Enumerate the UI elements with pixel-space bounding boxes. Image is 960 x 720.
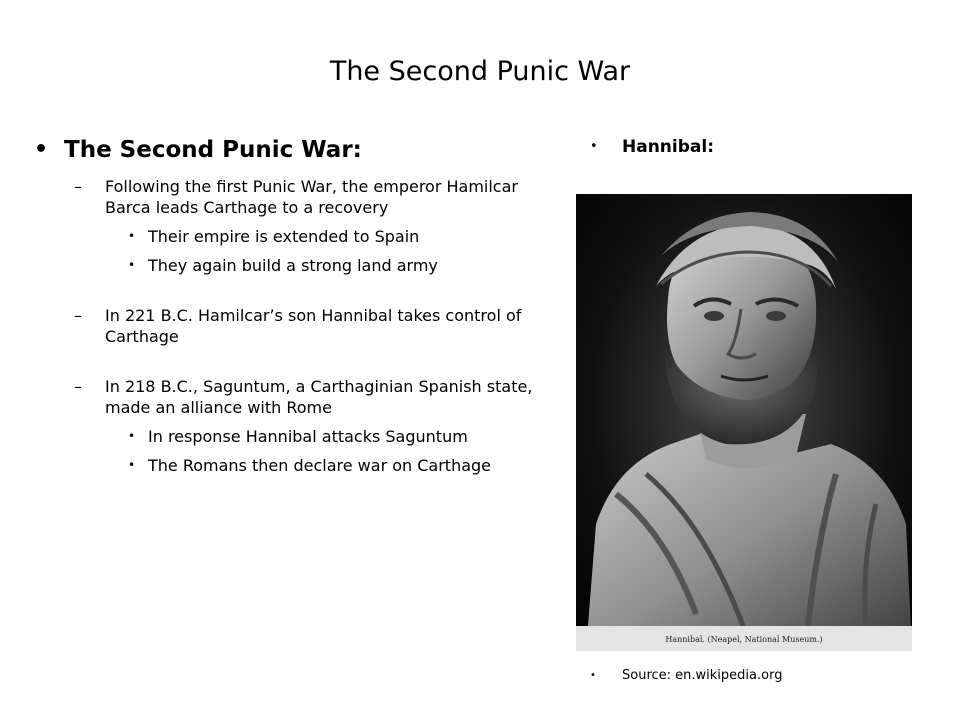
detail-point [34,226,534,247]
source-note [590,666,952,686]
bullet-icon: • [590,139,598,154]
detail-point [34,426,534,447]
bullet-level1 [34,132,534,168]
detail-point-text: The Romans then declare war on Carthage [148,456,492,475]
bullet-icon: • [128,229,136,243]
source-text: Source: en.wikipedia.org [622,668,783,683]
bullet-icon: • [590,670,596,681]
dash-icon: – [74,177,82,196]
bullet-icon: • [128,258,136,272]
bust-image [576,194,912,651]
sub-point [34,376,534,418]
dash-icon: – [74,377,82,396]
bullet-icon: • [128,429,136,443]
sub-point-text: In 221 B.C. Hamilcar’s son Hannibal takes control of Carthage [105,306,522,346]
main-bullet-list [34,132,534,476]
detail-point-text: In response Hannibal attacks Saguntum [148,427,468,446]
detail-point-text: Their empire is extended to Spain [148,227,420,246]
slide-title: The Second Punic War [329,56,631,87]
bullet-icon: • [128,458,136,472]
sub-point-text: Following the first Punic War, the emperor Hamilcar Barca leads Carthage to a recovery [105,177,518,217]
sub-point [34,176,534,218]
detail-point [34,455,534,476]
detail-point-text: They again build a strong land army [148,256,438,275]
right-heading-text: Hannibal: [622,137,714,157]
sub-point [34,305,534,347]
main-heading: The Second Punic War: [64,137,362,163]
dash-icon: – [74,306,82,325]
bullet-icon: • [34,137,49,162]
sub-point-text: In 218 B.C., Saguntum, a Carthaginian Spanish state, made an alliance with Rome [105,377,533,417]
hannibal-bust-photo [576,194,912,651]
photo-caption: Hannibal. (Neapel, National Museum.) [665,635,823,644]
right-heading [590,134,922,160]
detail-point [34,255,534,276]
